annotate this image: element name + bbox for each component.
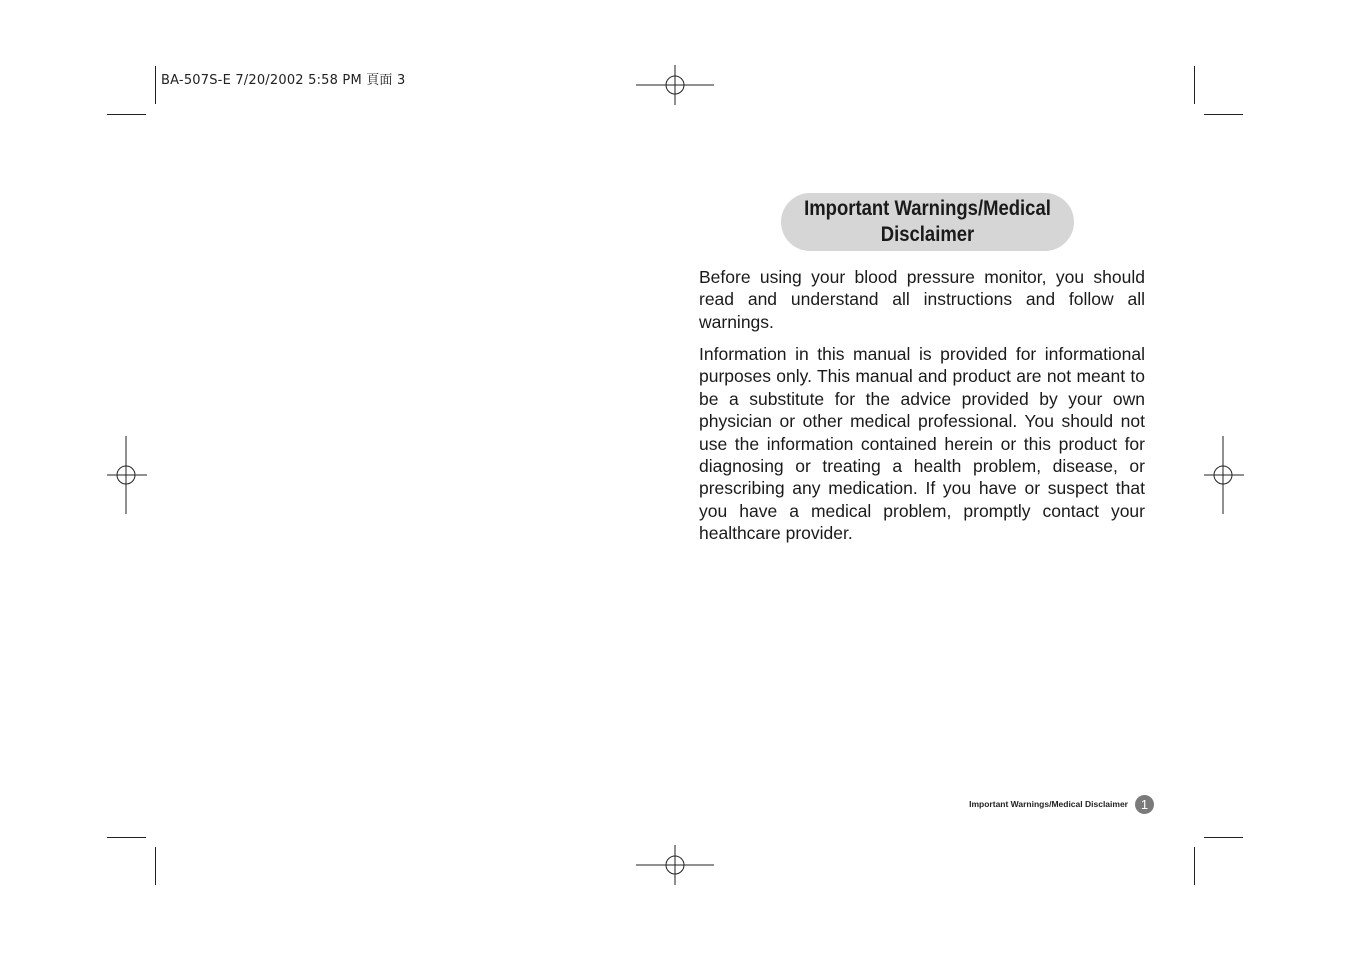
crop-mark-bottom-left-horizontal — [107, 837, 146, 838]
crop-mark-top-left-horizontal — [107, 114, 146, 115]
print-slug: BA-507S-E 7/20/2002 5:58 PM 頁面 3 — [161, 73, 406, 88]
section-title-badge — [781, 193, 1074, 251]
registration-mark-right-icon — [1204, 436, 1244, 476]
crop-mark-top-right-horizontal — [1204, 114, 1243, 115]
crop-mark-top-right-vertical — [1194, 66, 1195, 104]
registration-mark-left-icon — [107, 436, 147, 476]
crop-mark-bottom-right-horizontal — [1204, 837, 1243, 838]
intro-paragraph: Before using your blood pressure monitor, you should read and understand all instructions and follow all warnings. — [699, 267, 1145, 332]
page-number-badge: 1 — [1135, 795, 1154, 814]
registration-mark-top-icon — [636, 65, 676, 105]
disclaimer-paragraph: Information in this manual is provided for informational purposes only. This manual and product are not meant to be a substitute for the advice provided by your own physician or other medical professional. You should not use the information contained herein or this product for diagnosing or treating a health problem, disease, or prescribing any medication. If you have or suspect that you have a medical problem, promptly contact your healthcare provider. — [699, 344, 1145, 544]
registration-mark-bottom-icon — [636, 845, 676, 885]
section-title: Important Warnings/Medical Disclaimer — [804, 197, 1051, 246]
crop-mark-bottom-left-vertical — [155, 847, 156, 885]
crop-mark-bottom-right-vertical — [1194, 847, 1195, 885]
page-footer — [900, 794, 1154, 814]
crop-mark-top-left-vertical — [155, 66, 156, 104]
running-head: Important Warnings/Medical Disclaimer — [969, 799, 1128, 809]
